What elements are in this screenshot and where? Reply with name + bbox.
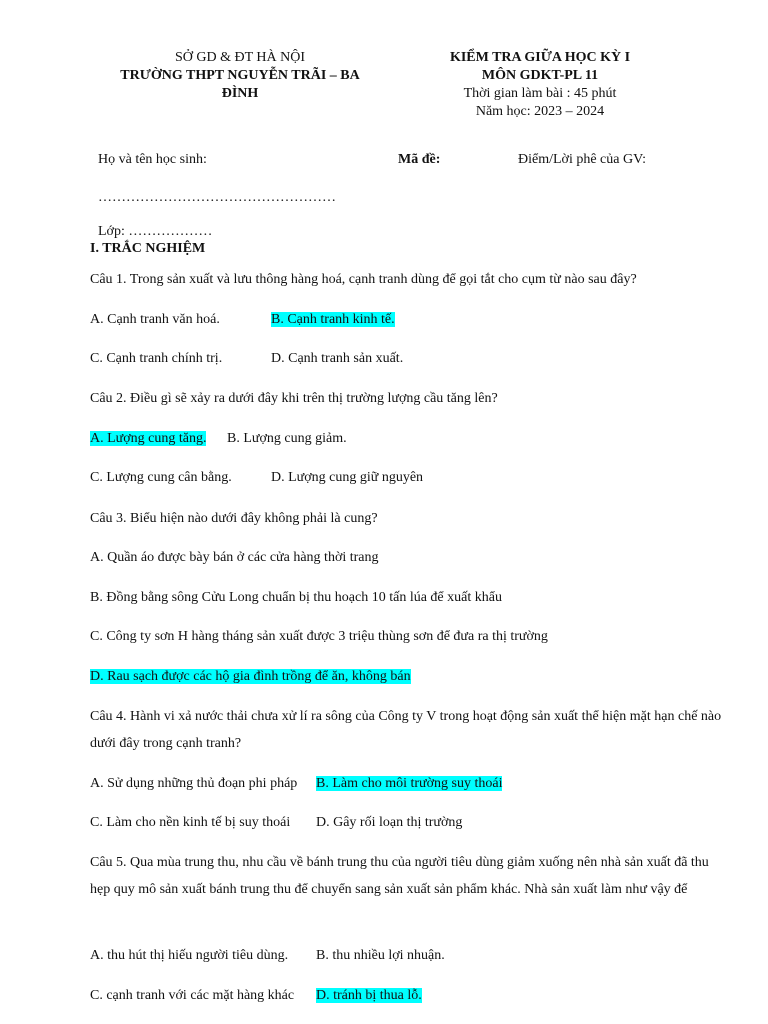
- question-3-text: Câu 3. Biểu hiện nào dưới đây không phải là cung?: [90, 511, 378, 526]
- question-1-option-a: A. Cạnh tranh văn hoá.: [90, 312, 220, 327]
- exam-header: [420, 49, 660, 121]
- question-4-option-b: B. Làm cho môi trường suy thoái: [316, 776, 503, 791]
- question-2-option-d: D. Lượng cung giữ nguyên: [271, 470, 424, 485]
- question-3-option-c: C. Công ty sơn H hàng tháng sản xuất được 3 triệu thùng sơn để đưa ra thị trường: [90, 629, 548, 644]
- question-5-option-a: A. thu hút thị hiếu người tiêu dùng.: [90, 948, 289, 963]
- department-name: SỞ GD & ĐT HÀ NỘI: [174, 50, 306, 65]
- subject-name: MÔN GDKT-PL 11: [481, 68, 599, 83]
- question-2-option-c: C. Lượng cung cân bằng.: [90, 470, 232, 485]
- question-2-text: Câu 2. Điều gì sẽ xảy ra dưới đây khi trên thị trường lượng cầu tăng lên?: [90, 391, 498, 406]
- question-3-option-d: D. Rau sạch được các hộ gia đình trồng để ăn, không bán: [90, 669, 411, 684]
- question-1-option-b: B. Cạnh tranh kinh tế.: [271, 312, 395, 327]
- question-5-text: Câu 5. Qua mùa trung thu, nhu cầu về bánh trung thu của người tiêu dùng giảm xuống nên nhà sản xuất đã thu hẹp quy mô sản xuất bánh trung thu để chuyển sang sản xuất sản phẩm khác. Nhà sản xuất làm như vậy để: [90, 855, 709, 897]
- question-2-option-b: B. Lượng cung giảm.: [227, 431, 347, 446]
- question-4-option-d: D. Gây rối loạn thị trường: [316, 815, 463, 830]
- question-4-text: Câu 4. Hành vi xả nước thải chưa xử lí ra sông của Công ty V trong hoạt động sản xuất thể hiện mặt hạn chế nào dưới đây trong cạnh tranh?: [90, 709, 722, 751]
- question-1-option-d: D. Cạnh tranh sản xuất.: [271, 351, 404, 366]
- exam-code-label: Mã đề:: [398, 152, 441, 167]
- question-5-option-d: D. tránh bị thua lỗ.: [316, 988, 422, 1003]
- question-3-option-a: A. Quần áo được bày bán ở các cửa hàng thời trang: [90, 550, 379, 565]
- section-title: I. TRẮC NGHIỆM: [90, 241, 206, 256]
- school-name-continued: ĐÌNH: [221, 86, 259, 101]
- class-label: Lớp: ………………: [98, 224, 213, 239]
- school-name: TRƯỜNG THPT NGUYỄN TRÃI – BA: [120, 68, 360, 83]
- question-2-option-a: A. Lượng cung tăng.: [90, 431, 207, 446]
- school-header: [100, 49, 380, 103]
- question-3-option-b: B. Đồng bằng sông Cửu Long chuẩn bị thu hoạch 10 tấn lúa để xuất khẩu: [90, 590, 502, 605]
- score-label: Điểm/Lời phê của GV:: [518, 152, 647, 167]
- student-name-dots: ……………………………………………: [98, 190, 336, 205]
- exam-duration: Thời gian làm bài : 45 phút: [463, 86, 617, 101]
- exam-title: KIỂM TRA GIỮA HỌC KỲ I: [449, 50, 631, 65]
- question-1-text: Câu 1. Trong sản xuất và lưu thông hàng hoá, cạnh tranh dùng để gọi tắt cho cụm từ nào sau đây?: [90, 272, 637, 287]
- question-5-option-c: C. cạnh tranh với các mặt hàng khác: [90, 988, 295, 1003]
- question-4-option-a: A. Sử dụng những thủ đoạn phi pháp: [90, 776, 298, 791]
- question-1-option-c: C. Cạnh tranh chính trị.: [90, 351, 223, 366]
- school-year: Năm học: 2023 – 2024: [475, 104, 605, 119]
- question-4-option-c: C. Làm cho nền kinh tế bị suy thoái: [90, 815, 291, 830]
- student-name-label: Họ và tên học sinh:: [98, 152, 207, 167]
- question-5-option-b: B. thu nhiều lợi nhuận.: [316, 948, 445, 963]
